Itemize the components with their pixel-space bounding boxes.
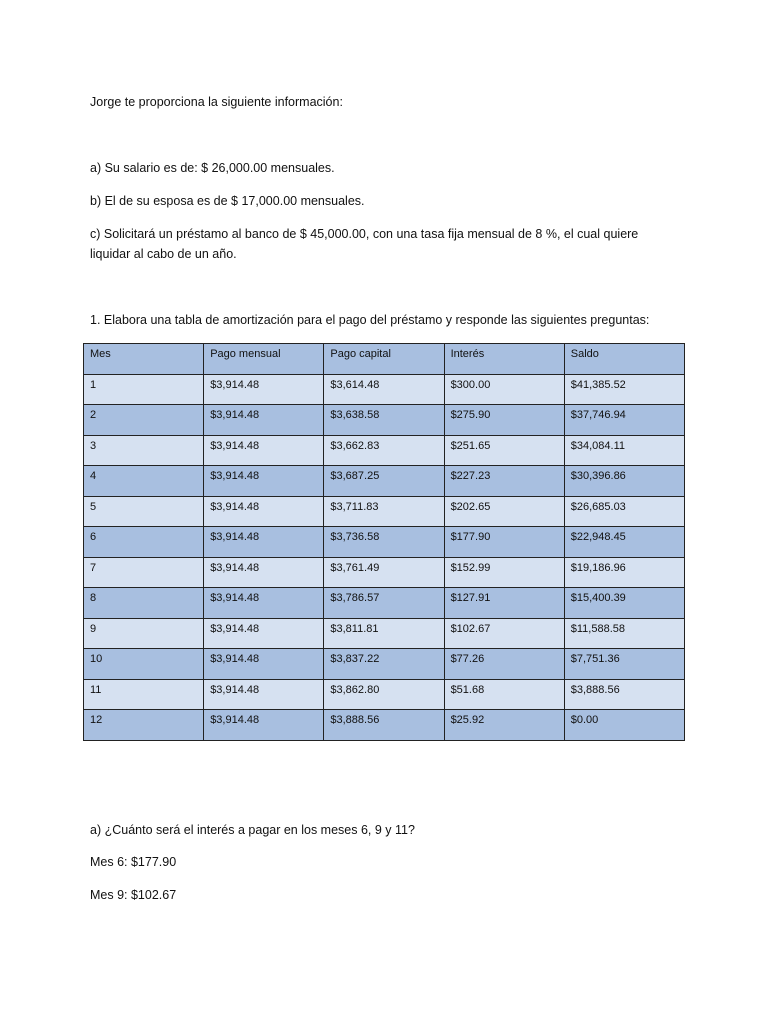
cell-pago-capital: $3,888.56 bbox=[324, 710, 444, 741]
cell-pago-mensual: $3,914.48 bbox=[204, 710, 324, 741]
cell-saldo: $3,888.56 bbox=[564, 679, 684, 710]
intro-text: Jorge te proporciona la siguiente información: bbox=[90, 95, 343, 109]
cell-interes: $275.90 bbox=[444, 405, 564, 436]
header-pago-mensual: Pago mensual bbox=[204, 344, 324, 375]
cell-pago-mensual: $3,914.48 bbox=[204, 679, 324, 710]
cell-pago-mensual: $3,914.48 bbox=[204, 527, 324, 558]
cell-interes: $152.99 bbox=[444, 557, 564, 588]
cell-mes: 4 bbox=[84, 466, 204, 497]
loan-item: c) Solicitará un préstamo al banco de $ 45,000.00, con una tasa fija mensual de 8 %, el cual quiere liquidar al cabo de un año. bbox=[90, 227, 639, 261]
cell-mes: 10 bbox=[84, 649, 204, 680]
cell-saldo: $11,588.58 bbox=[564, 618, 684, 649]
cell-pago-capital: $3,662.83 bbox=[324, 435, 444, 466]
cell-saldo: $26,685.03 bbox=[564, 496, 684, 527]
cell-interes: $77.26 bbox=[444, 649, 564, 680]
cell-pago-capital: $3,837.22 bbox=[324, 649, 444, 680]
cell-pago-mensual: $3,914.48 bbox=[204, 588, 324, 619]
table-row bbox=[84, 527, 685, 558]
answer-mes-9: Mes 9: $102.67 bbox=[90, 888, 177, 902]
cell-saldo: $15,400.39 bbox=[564, 588, 684, 619]
cell-mes: 8 bbox=[84, 588, 204, 619]
header-saldo: Saldo bbox=[564, 344, 684, 375]
cell-mes: 3 bbox=[84, 435, 204, 466]
cell-pago-capital: $3,736.58 bbox=[324, 527, 444, 558]
table-row bbox=[84, 679, 685, 710]
table-row bbox=[84, 374, 685, 405]
cell-mes: 5 bbox=[84, 496, 204, 527]
cell-mes: 7 bbox=[84, 557, 204, 588]
cell-interes: $51.68 bbox=[444, 679, 564, 710]
cell-saldo: $22,948.45 bbox=[564, 527, 684, 558]
cell-mes: 2 bbox=[84, 405, 204, 436]
answer-mes-6: Mes 6: $177.90 bbox=[90, 855, 177, 869]
table-row bbox=[84, 649, 685, 680]
table-row bbox=[84, 405, 685, 436]
cell-pago-mensual: $3,914.48 bbox=[204, 557, 324, 588]
cell-interes: $227.23 bbox=[444, 466, 564, 497]
cell-interes: $251.65 bbox=[444, 435, 564, 466]
cell-mes: 1 bbox=[84, 374, 204, 405]
table-row bbox=[84, 435, 685, 466]
cell-saldo: $37,746.94 bbox=[564, 405, 684, 436]
table-row bbox=[84, 557, 685, 588]
cell-pago-capital: $3,786.57 bbox=[324, 588, 444, 619]
table-header-row bbox=[84, 344, 685, 375]
cell-interes: $300.00 bbox=[444, 374, 564, 405]
cell-pago-mensual: $3,914.48 bbox=[204, 435, 324, 466]
cell-saldo: $7,751.36 bbox=[564, 649, 684, 680]
cell-pago-mensual: $3,914.48 bbox=[204, 649, 324, 680]
table-row bbox=[84, 466, 685, 497]
cell-saldo: $41,385.52 bbox=[564, 374, 684, 405]
cell-interes: $127.91 bbox=[444, 588, 564, 619]
table-row bbox=[84, 710, 685, 741]
header-interes: Interés bbox=[444, 344, 564, 375]
cell-pago-mensual: $3,914.48 bbox=[204, 374, 324, 405]
cell-interes: $177.90 bbox=[444, 527, 564, 558]
table-body bbox=[84, 374, 685, 740]
cell-saldo: $34,084.11 bbox=[564, 435, 684, 466]
cell-pago-mensual: $3,914.48 bbox=[204, 405, 324, 436]
cell-pago-mensual: $3,914.48 bbox=[204, 466, 324, 497]
cell-saldo: $19,186.96 bbox=[564, 557, 684, 588]
cell-pago-capital: $3,862.80 bbox=[324, 679, 444, 710]
cell-pago-mensual: $3,914.48 bbox=[204, 618, 324, 649]
header-mes: Mes bbox=[84, 344, 204, 375]
cell-mes: 9 bbox=[84, 618, 204, 649]
table-row bbox=[84, 618, 685, 649]
table-row bbox=[84, 588, 685, 619]
cell-pago-capital: $3,687.25 bbox=[324, 466, 444, 497]
question-a: a) ¿Cuánto será el interés a pagar en los meses 6, 9 y 11? bbox=[90, 823, 415, 837]
cell-pago-capital: $3,811.81 bbox=[324, 618, 444, 649]
salary-item: a) Su salario es de: $ 26,000.00 mensuales. bbox=[90, 161, 335, 175]
cell-pago-capital: $3,614.48 bbox=[324, 374, 444, 405]
header-pago-capital: Pago capital bbox=[324, 344, 444, 375]
cell-mes: 11 bbox=[84, 679, 204, 710]
instruction-text: 1. Elabora una tabla de amortización para el pago del préstamo y responde las siguientes preguntas: bbox=[90, 313, 650, 327]
cell-saldo: $30,396.86 bbox=[564, 466, 684, 497]
cell-interes: $25.92 bbox=[444, 710, 564, 741]
table-row bbox=[84, 496, 685, 527]
cell-interes: $102.67 bbox=[444, 618, 564, 649]
cell-pago-capital: $3,638.58 bbox=[324, 405, 444, 436]
amortization-table bbox=[83, 343, 685, 741]
spouse-salary-item: b) El de su esposa es de $ 17,000.00 mensuales. bbox=[90, 194, 365, 208]
cell-pago-mensual: $3,914.48 bbox=[204, 496, 324, 527]
cell-mes: 12 bbox=[84, 710, 204, 741]
cell-saldo: $0.00 bbox=[564, 710, 684, 741]
cell-mes: 6 bbox=[84, 527, 204, 558]
cell-interes: $202.65 bbox=[444, 496, 564, 527]
cell-pago-capital: $3,711.83 bbox=[324, 496, 444, 527]
cell-pago-capital: $3,761.49 bbox=[324, 557, 444, 588]
